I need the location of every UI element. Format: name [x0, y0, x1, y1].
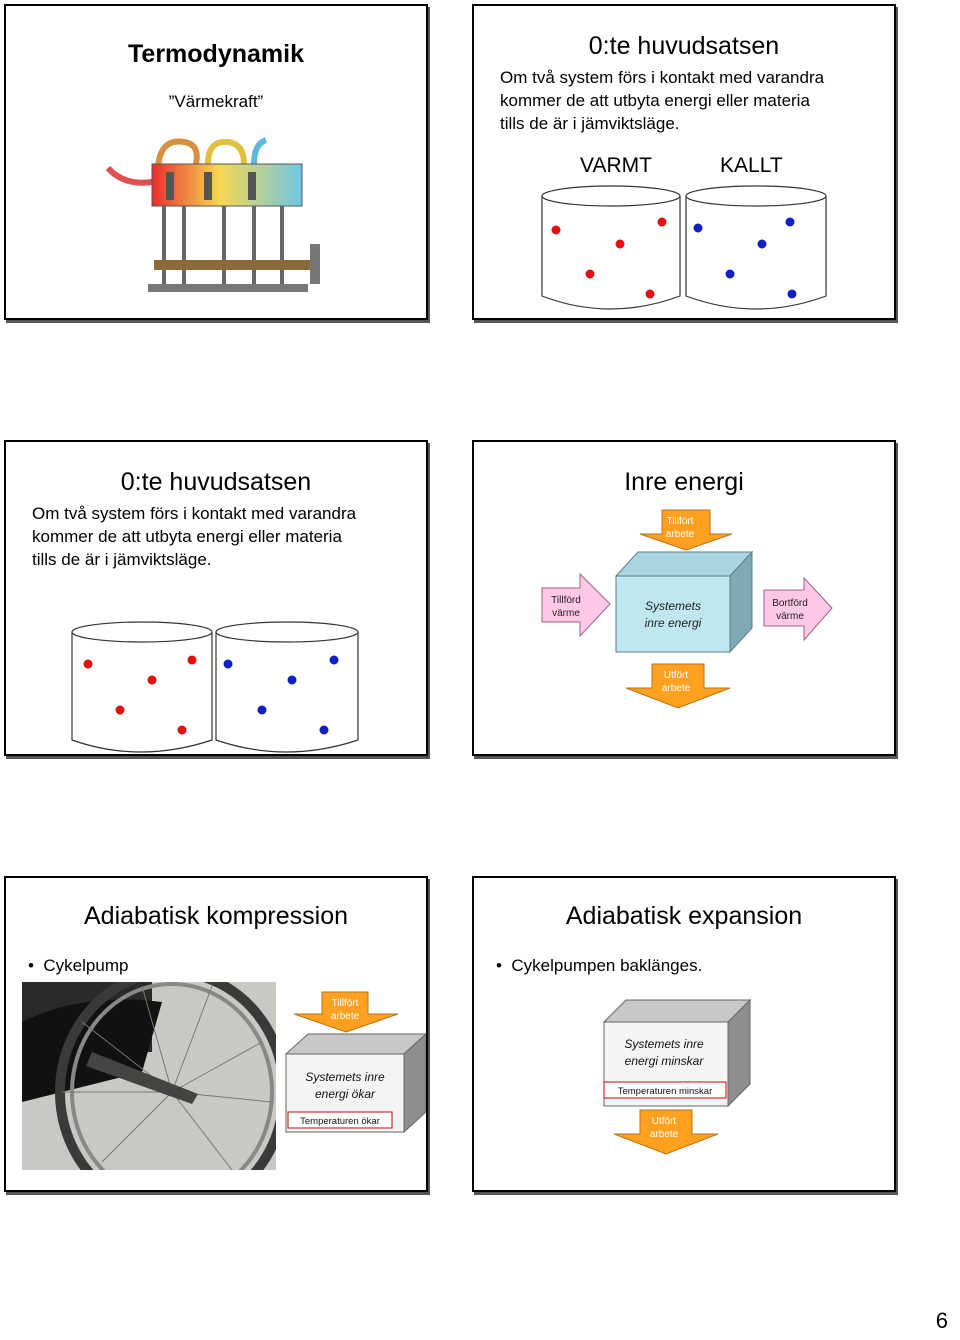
system-box: [616, 576, 730, 652]
hot-particle: [84, 660, 93, 669]
box-line-1: Systemets inre: [305, 1070, 385, 1084]
label-cold: KALLT: [720, 154, 783, 177]
cold-particle: [288, 676, 297, 685]
hot-particle: [116, 706, 125, 715]
body-line-2: kommer de att utbyta energi eller materia: [32, 527, 342, 546]
cold-particle: [788, 290, 797, 299]
slide-adiabatic-expansion: [472, 876, 896, 1192]
slide-termodynamik: [4, 4, 428, 320]
top-arrow-line-1: Tillfört: [666, 516, 694, 527]
body-line-3: tills de är i jämviktsläge.: [500, 114, 680, 133]
bottom-arrow-line-2: arbete: [649, 1129, 679, 1140]
top-arrow-line-2: arbete: [665, 529, 695, 540]
bullet-text: Cykelpump: [43, 956, 129, 975]
cold-particle: [758, 240, 767, 249]
bullet-dot: •: [496, 956, 512, 975]
cold-particle: [786, 218, 795, 227]
expansion-diagram: [594, 996, 764, 1166]
cold-particle: [694, 224, 703, 233]
left-arrow-line-2: värme: [552, 608, 580, 619]
body-line-1: Om två system förs i kontakt med varandra: [32, 504, 357, 523]
heat-out-arrow: [764, 578, 832, 640]
box-line-2: inre energi: [644, 616, 702, 630]
slide-zeroth-law-2: [4, 440, 428, 756]
temperature-label: Temperaturen ökar: [300, 1116, 380, 1127]
slide-title: Termodynamik: [128, 40, 304, 68]
box-line-1: Systemets: [644, 599, 702, 613]
box-line-1: Systemets inre: [624, 1037, 704, 1051]
page-number: 6: [935, 1308, 948, 1333]
slide-title: Inre energi: [624, 468, 744, 496]
two-containers-diagram: [68, 618, 364, 754]
hot-particle: [658, 218, 667, 227]
cold-particle: [330, 656, 339, 665]
slide-adiabatic-compression: [4, 876, 428, 1192]
bullet-text: Cykelpumpen baklänges.: [511, 956, 703, 975]
hot-particle: [178, 726, 187, 735]
cold-particle: [320, 726, 329, 735]
cold-particle: [224, 660, 233, 669]
left-arrow-line-1: Tillförd: [551, 595, 581, 606]
body-line-1: Om två system förs i kontakt med varandra: [500, 68, 825, 87]
bottom-arrow-line-1: Utfört: [651, 1116, 677, 1127]
top-arrow-line-2: arbete: [330, 1011, 360, 1022]
slide-title: 0:te huvudsatsen: [588, 32, 780, 60]
box-line-2: energi minskar: [624, 1054, 704, 1068]
slide-title: Adiabatisk kompression: [83, 902, 348, 930]
bottom-arrow-line-1: Utfört: [663, 670, 689, 681]
slide-zeroth-law-1: [472, 4, 896, 320]
slide-subtitle: ”Värmekraft”: [168, 92, 264, 111]
hot-particle: [586, 270, 595, 279]
hot-particle: [188, 656, 197, 665]
hot-particle: [552, 226, 561, 235]
bullet-dot: •: [28, 956, 44, 975]
label-warm: VARMT: [580, 154, 652, 177]
bicycle-pump-photo: [22, 982, 276, 1170]
cold-particle: [726, 270, 735, 279]
slide-inre-energi: [472, 440, 896, 756]
slide-title: 0:te huvudsatsen: [120, 468, 312, 496]
body-line-3: tills de är i jämviktsläge.: [32, 550, 212, 569]
hot-particle: [148, 676, 157, 685]
bottom-arrow-line-2: arbete: [661, 683, 691, 694]
slide-title: Adiabatisk expansion: [565, 902, 803, 930]
cold-particle: [258, 706, 267, 715]
hot-particle: [646, 290, 655, 299]
bullet-item: [28, 956, 128, 976]
right-arrow-line-1: Bortförd: [772, 598, 808, 609]
compression-diagram: [276, 988, 426, 1188]
body-line-2: kommer de att utbyta energi eller materia: [500, 91, 810, 110]
two-containers-diagram: [538, 184, 832, 316]
box-line-2: energi ökar: [314, 1087, 376, 1101]
steam-engine-icon: [104, 134, 326, 294]
top-arrow-line-1: Tillfört: [331, 998, 359, 1009]
internal-energy-diagram: [474, 442, 894, 754]
temperature-label: Temperaturen minskar: [617, 1086, 713, 1097]
right-arrow-line-2: värme: [776, 611, 804, 622]
hot-particle: [616, 240, 625, 249]
bullet-item: [496, 956, 702, 976]
